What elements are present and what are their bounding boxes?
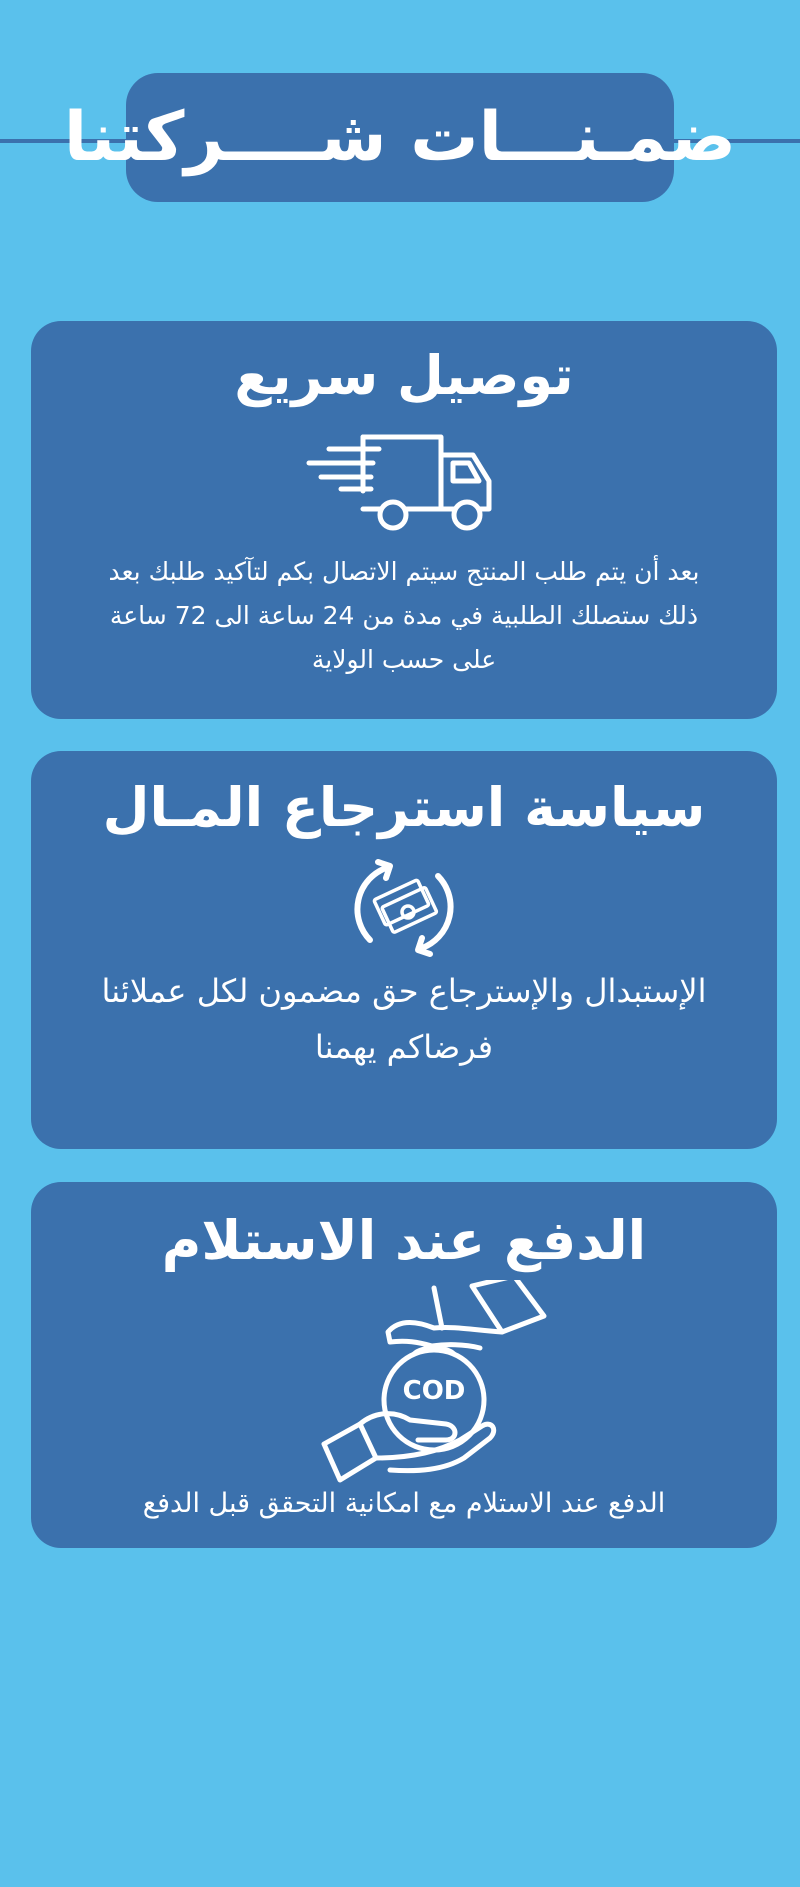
- card-text-line: الإستبدال والإسترجاع حق مضمون لكل عملائنا: [101, 972, 707, 1010]
- card-title: الدفع عند الاستلام: [161, 1209, 647, 1272]
- header-badge: [63, 73, 737, 202]
- card-description: [61, 550, 747, 682]
- cash-on-delivery-icon: [314, 1280, 554, 1486]
- card-text-line: بعد أن يتم طلب المنتج سيتم الاتصال بكم لتآكيد طلبك بعد: [108, 557, 700, 586]
- card-description: [61, 1484, 747, 1524]
- card-text-line: ذلك ستصلك الطلبية في مدة من 24 ساعة الى 72 ساعة: [109, 601, 699, 630]
- cash-on-delivery-card: [31, 1182, 777, 1548]
- card-title: توصيل سريع: [234, 344, 574, 407]
- money-refund-icon: [344, 848, 464, 968]
- card-description: [61, 963, 747, 1075]
- page-title: ضمـنـــات شــــركتنا: [63, 97, 737, 177]
- card-title: سياسة استرجاع المـال: [102, 776, 706, 839]
- card-text-line: على حسب الولاية: [311, 645, 497, 674]
- card-text-line: الدفع عند الاستلام مع امكانية التحقق قبل الدفع: [142, 1488, 666, 1519]
- cod-label: COD: [402, 1376, 466, 1406]
- card-text-line: فرضاكم يهمنا: [314, 1028, 494, 1066]
- fast-delivery-card: [31, 321, 777, 719]
- refund-policy-card: [31, 751, 777, 1149]
- delivery-truck-icon: [301, 429, 501, 533]
